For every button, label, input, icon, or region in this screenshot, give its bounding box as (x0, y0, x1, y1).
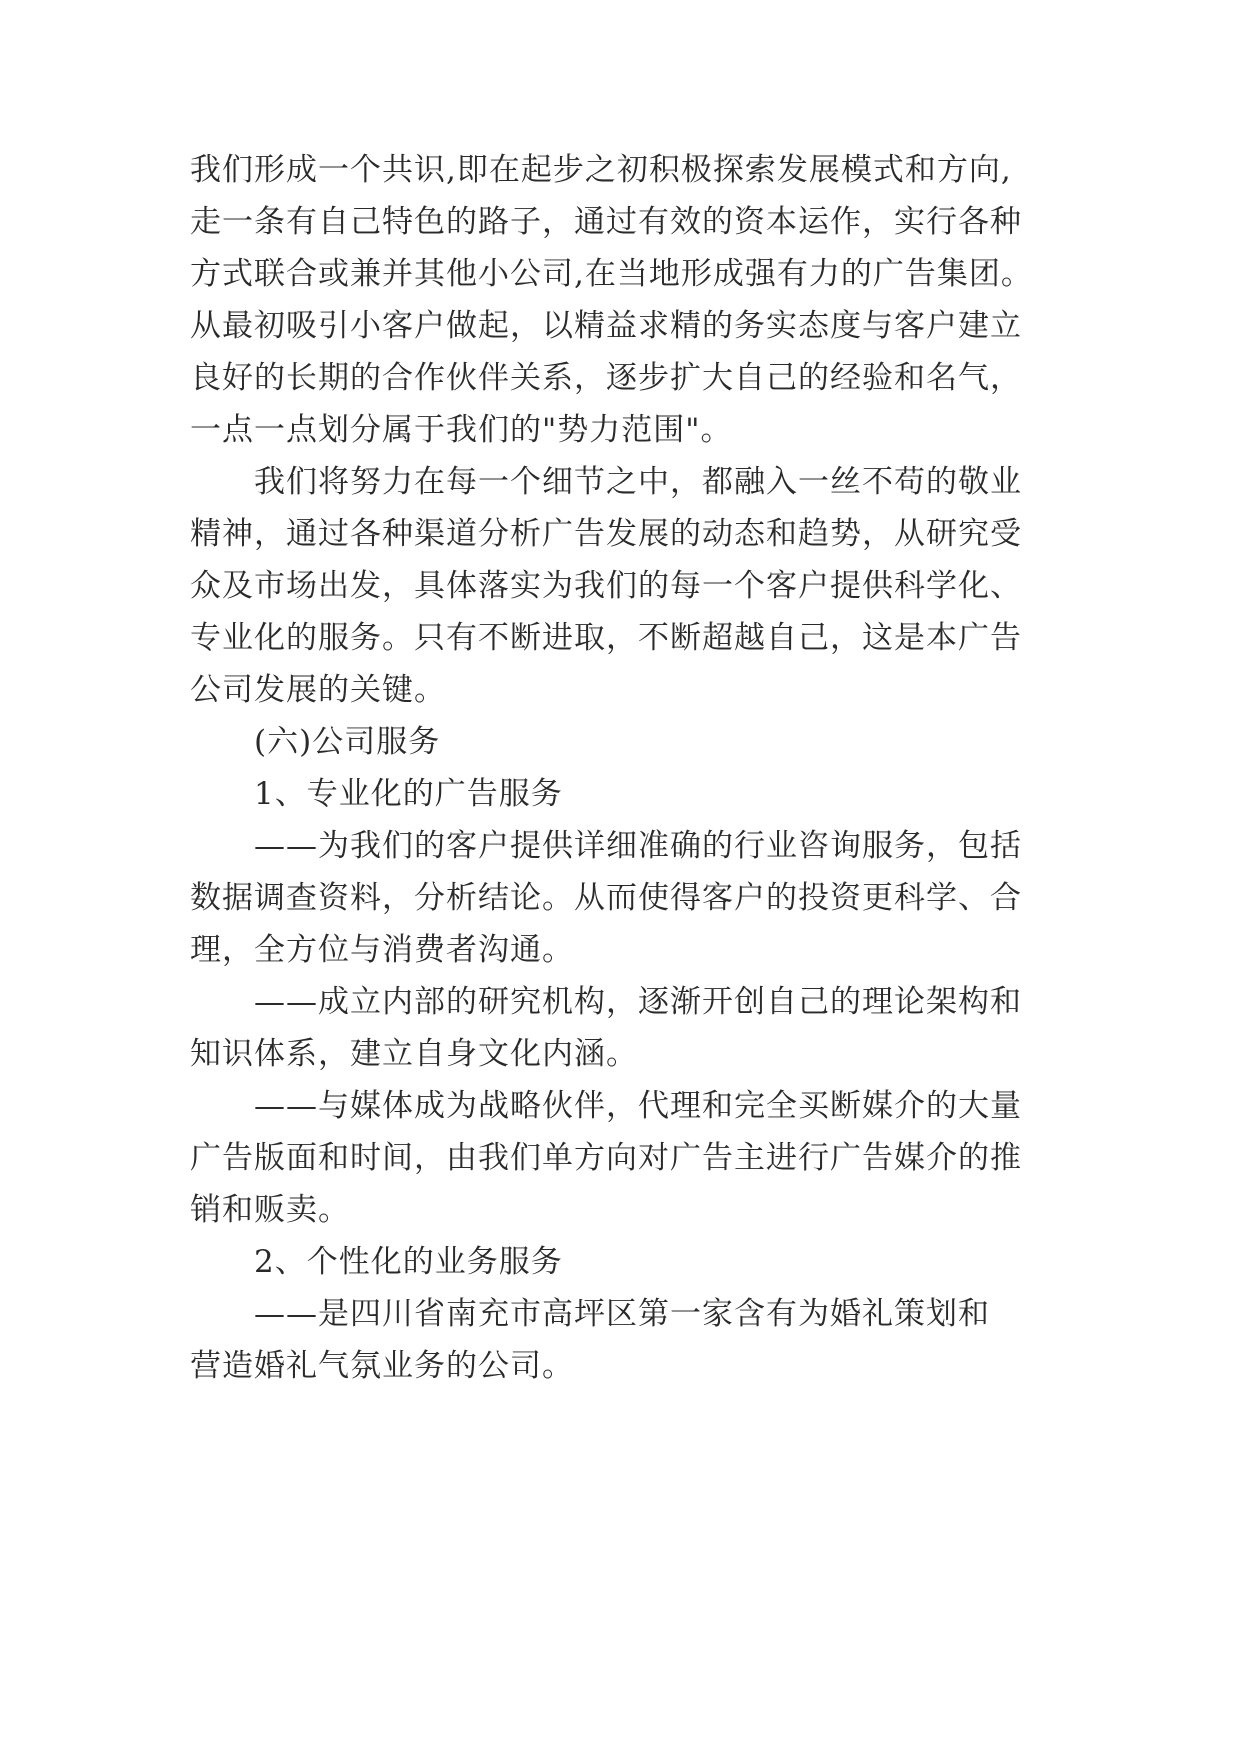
line-text: 精神，通过各种渠道分析广告发展的动态和趋势，从研究受 (190, 516, 1022, 552)
line-text: ——是四川省南充市高坪区第一家含有为婚礼策划和 (254, 1296, 990, 1332)
line-text: 2、个性化的业务服务 (254, 1244, 563, 1280)
text-line (190, 514, 1241, 554)
line-text: 公司发展的关键。 (190, 672, 446, 708)
text-line (190, 202, 1241, 242)
text-line (190, 1138, 1241, 1178)
line-text: 我们形成一个共识,即在起步之初积极探索发展模式和方向, (190, 152, 1012, 188)
text-line (190, 1346, 1241, 1386)
line-text: ——与媒体成为战略伙伴，代理和完全买断媒介的大量 (254, 1088, 1022, 1124)
line-text: ——为我们的客户提供详细准确的行业咨询服务，包括 (254, 828, 1022, 864)
line-text: 1、专业化的广告服务 (254, 776, 563, 812)
line-text: ——成立内部的研究机构，逐渐开创自己的理论架构和 (254, 984, 1022, 1020)
text-line (254, 462, 1241, 502)
text-line (190, 878, 1241, 918)
section-heading (254, 722, 1241, 762)
line-text: (六)公司服务 (254, 724, 441, 760)
subsection-heading (254, 1242, 1241, 1282)
subsection-heading (254, 774, 1241, 814)
line-text: 我们将努力在每一个细节之中，都融入一丝不苟的敬业 (254, 464, 1022, 500)
line-text: 方式联合或兼并其他小公司,在当地形成强有力的广告集团。 (190, 256, 1033, 292)
text-line (190, 358, 1241, 398)
text-line (190, 1190, 1241, 1230)
text-line (190, 566, 1241, 606)
text-line (254, 1086, 1241, 1126)
text-line (190, 150, 1241, 190)
text-line (254, 826, 1241, 866)
line-text: 良好的长期的合作伙伴关系，逐步扩大自己的经验和名气， (190, 360, 1022, 396)
text-line (190, 670, 1241, 710)
line-text: 知识体系，建立自身文化内涵。 (190, 1036, 638, 1072)
text-line (190, 618, 1241, 658)
line-text: 走一条有自己特色的路子，通过有效的资本运作，实行各种 (190, 204, 1022, 240)
text-line (190, 306, 1241, 346)
line-text: 众及市场出发，具体落实为我们的每一个客户提供科学化、 (190, 568, 1022, 604)
text-line (254, 982, 1241, 1022)
text-line (190, 254, 1241, 294)
line-text: 营造婚礼气氛业务的公司。 (190, 1348, 574, 1384)
text-line (190, 410, 1241, 450)
line-text: 从最初吸引小客户做起，以精益求精的务实态度与客户建立 (190, 308, 1022, 344)
text-line (254, 1294, 1241, 1334)
line-text: 专业化的服务。只有不断进取，不断超越自己，这是本广告 (190, 620, 1022, 656)
text-line (190, 1034, 1241, 1074)
line-text: 销和贩卖。 (190, 1192, 350, 1228)
line-text: 理，全方位与消费者沟通。 (190, 932, 574, 968)
line-text: 一点一点划分属于我们的"势力范围"。 (190, 412, 733, 448)
text-line (190, 930, 1241, 970)
line-text: 广告版面和时间，由我们单方向对广告主进行广告媒介的推 (190, 1140, 1022, 1176)
line-text: 数据调查资料，分析结论。从而使得客户的投资更科学、合 (190, 880, 1022, 916)
